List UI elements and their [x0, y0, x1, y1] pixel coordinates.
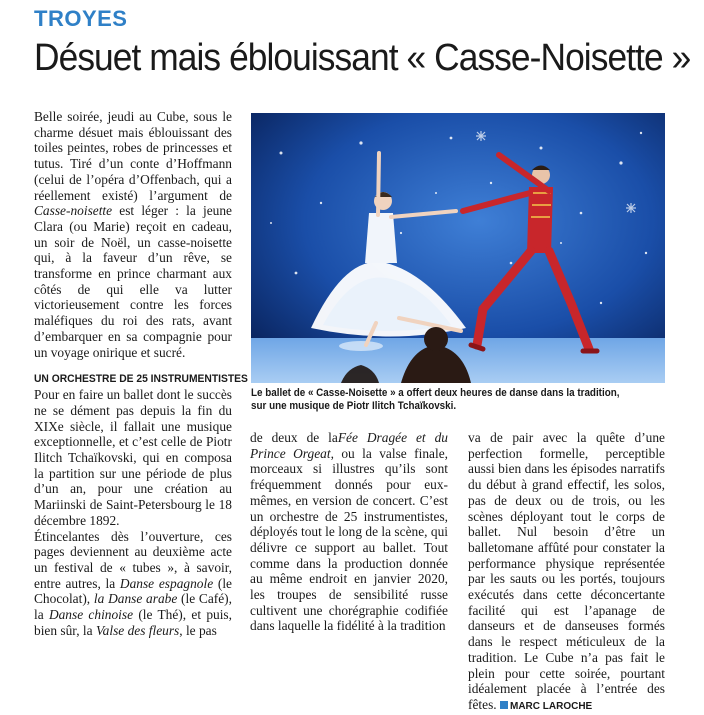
photo-caption: [251, 387, 636, 414]
body-paragraph: Pour en faire un ballet dont le succès ne se dément pas depuis la fin du XIXe siècle, il fallait une musique exceptionnelle, et c’est celle de Piotr Ilitch Tchaïkovski, qui en composa la partition sur une période de plus d’un an, pour une création au Mariinski de Saint-Petersbourg le 18 décembre 1892.: [34, 387, 232, 528]
body-paragraph: de deux de laFée Dragée et du Prince Orgeat, ou la valse finale, morceaux si illustres qu’ils sont fréquemment donnés pour eux-mêmes, en version de concert. C’est un orchestre de 25 instrumentistes, déployés tout le long de la scène, qui délivre ce support au ballet. Tout comme dans la production donnée au même endroit en janvier 2020, les troupes de sensibilité russe cultivent une chorégraphie codifiée dans laquelle la fidélité à la tradition: [250, 430, 448, 634]
body-paragraph: va de pair avec la quête d’une perfection formelle, perceptible aussi bien dans les épisodes narratifs du début à grand effectif, les solos, pas de deux ou de trois, ou les scènes déployant tout le corps de ballet. Nul besoin d’être un balletomane affûté pour constater la performance physique représentée par les sauts ou les portés, toujours exécutés dans cette déconcertante facilité qui est l’apanage de danseurs et de danseuses formés dans le respect méticuleux de la tradition. Le Cube n’a pas fait le plein pour cette soirée, pourtant idéalement placée à l’entrée des fêtes. MARC LAROCHE: [468, 430, 665, 712]
author-signature: MARC LAROCHE: [500, 701, 592, 712]
photo-caption-line-1: Le ballet de « Casse-Noisette » a offert deux heures de danse dans la tradition,: [251, 387, 620, 399]
subheading: UN ORCHESTRE DE 25 INSTRUMENTISTES: [34, 373, 248, 386]
article-column-3: [468, 430, 665, 712]
article-column-2: [250, 430, 448, 642]
headline: Désuet mais éblouissant « Casse-Noisette »: [34, 37, 691, 79]
photo-caption-line-2: sur une musique de Piotr Ilitch Tchaïkovski.: [251, 400, 457, 413]
intro-paragraph: Belle soirée, jeudi au Cube, sous le charme désuet mais éblouissant des toiles peintes, robes de princesses et tutus. Tiré d’un conte d’Hoffmann (celui de l’opéra d’Offenbach, qui a réellement existé) l’argument de Casse-noisette est léger : la jeune Clara (ou Marie) reçoit en cadeau, un soir de Noël, un casse-noisette qui, à la faveur d’un rêve, se transforme en prince charmant aux côtés de qui elle va lutter victorieusement contre les forces maléfiques du roi des rats, avant d’embarquer en sa compagnie pour un voyage onirique et sucré.: [34, 109, 232, 360]
section-kicker: TROYES: [34, 6, 128, 31]
ballet-photo: [251, 113, 665, 383]
body-paragraph: Étincelantes dès l’ouverture, ces pages deviennent au deuxième acte un festival de « tubes », à savoir, entre autres, la Danse espagnole (le Chocolat), la Danse arabe (le Café), la Danse chinoise (le Thé), et puis, bien sûr, la Valse des fleurs, le pas: [34, 528, 232, 638]
signature-square-icon: [500, 701, 508, 709]
article-column-1: [34, 109, 248, 642]
